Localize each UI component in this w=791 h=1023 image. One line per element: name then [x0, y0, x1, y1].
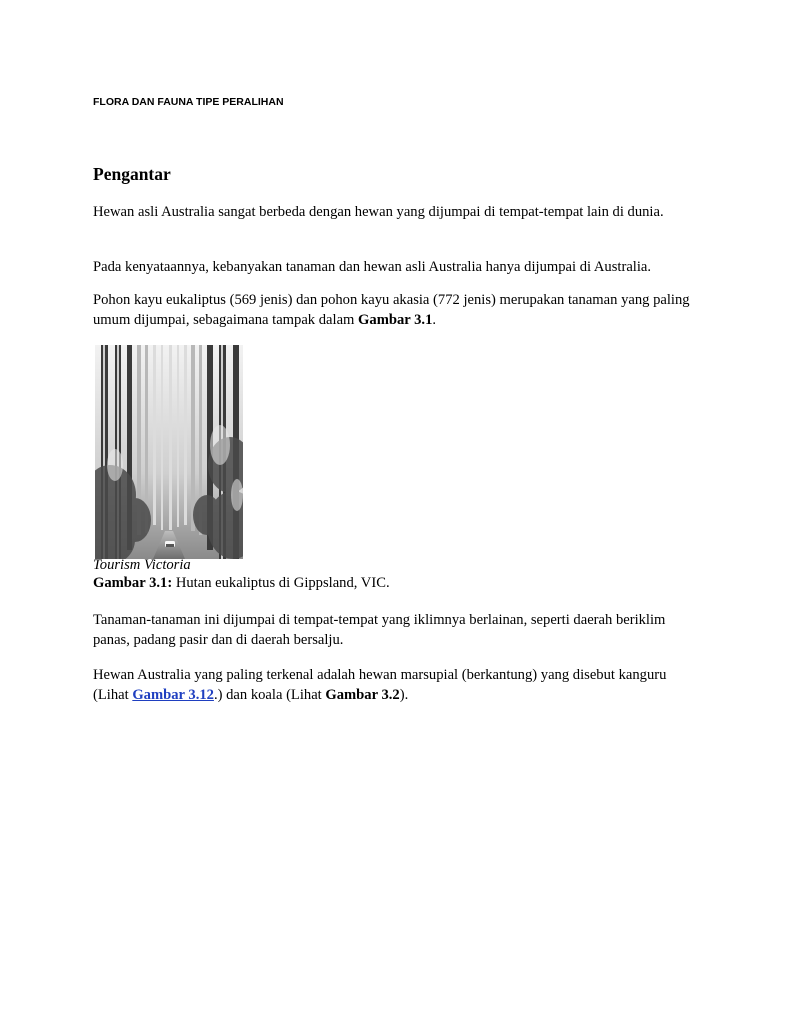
- figure-caption-label: Gambar 3.1:: [93, 575, 173, 591]
- figure-reference-koala: Gambar 3.2: [325, 687, 400, 703]
- figure-caption: [93, 575, 390, 592]
- paragraph-intro: Hewan asli Australia sangat berbeda dengan hewan yang dijumpai di tempat-tempat lain di dunia.: [93, 204, 664, 220]
- paragraph-marsupials-text-c: ).: [399, 687, 409, 703]
- figure-reference: Gambar 3.1: [358, 312, 433, 328]
- paragraph-climate: Tanaman-tanaman ini dijumpai di tempat-tempat yang iklimnya berlainan, seperti daerah beriklim panas, padang pasir dan di daerah bersalju.: [93, 612, 666, 648]
- paragraph-marsupials: [93, 665, 693, 705]
- eucalyptus-forest-photo: [95, 345, 243, 559]
- paragraph-trees-end: .: [432, 312, 437, 328]
- paragraph-trees: [93, 290, 693, 330]
- paragraph-native: Pada kenyataannya, kebanyakan tanaman dan hewan asli Australia hanya dijumpai di Australia.: [93, 259, 652, 275]
- figure-caption-text: Hutan eukaliptus di Gippsland, VIC.: [172, 575, 390, 591]
- paragraph-trees-text: Pohon kayu eukaliptus (569 jenis) dan pohon kayu akasia (772 jenis) merupakan tanaman yang paling umum dijumpai, sebagaimana tampak dalam: [93, 292, 690, 328]
- document-heading: FLORA DAN FAUNA TIPE PERALIHAN: [93, 96, 284, 108]
- figure-credit: Tourism Victoria: [93, 557, 191, 573]
- gambar-3-12-link[interactable]: Gambar 3.12: [132, 687, 214, 703]
- section-title: Pengantar: [93, 164, 171, 184]
- paragraph-marsupials-text-a: Hewan Australia yang paling terkenal adalah hewan marsupial (berkantung) yang disebut kanguru (Lihat: [93, 667, 667, 703]
- paragraph-marsupials-text-b: .) dan koala (Lihat: [213, 687, 326, 703]
